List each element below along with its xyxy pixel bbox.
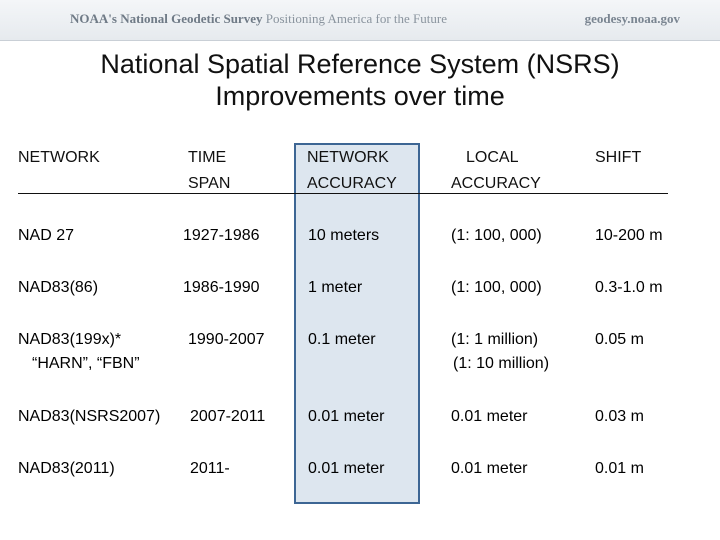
header-network-accuracy-2: ACCURACY [307, 175, 397, 192]
row3-local-accuracy-2: (1: 10 million) [453, 355, 550, 372]
title-line-2: Improvements over time [215, 81, 505, 111]
agency-banner [70, 11, 447, 27]
row4-time-span: 2007-2011 [190, 408, 266, 425]
row2-time-span: 1986-1990 [183, 279, 260, 296]
row3-network-sub: “HARN”, “FBN” [32, 355, 140, 372]
slide-title [0, 48, 720, 112]
row2-shift: 0.3-1.0 m [595, 279, 663, 296]
header-span: SPAN [188, 175, 231, 192]
agency-name: National Geodetic Survey [120, 11, 263, 26]
row1-shift: 10-200 m [595, 227, 663, 244]
title-line-1: National Spatial Reference System (NSRS) [100, 49, 620, 79]
row4-network: NAD83(NSRS2007) [18, 408, 161, 425]
row5-network: NAD83(2011) [18, 460, 115, 477]
row3-time-span: 1990-2007 [188, 331, 265, 348]
row4-local-accuracy: 0.01 meter [451, 408, 528, 425]
row3-network-accuracy: 0.1 meter [308, 331, 376, 348]
header-local-accuracy-1: LOCAL [466, 149, 519, 166]
network-accuracy-highlight [294, 143, 420, 504]
row5-shift: 0.01 m [595, 460, 644, 477]
row1-time-span: 1927-1986 [183, 227, 260, 244]
row3-shift: 0.05 m [595, 331, 644, 348]
row5-local-accuracy: 0.01 meter [451, 460, 528, 477]
header-banner [0, 0, 720, 41]
row2-local-accuracy: (1: 100, 000) [451, 279, 542, 296]
row1-local-accuracy: (1: 100, 000) [451, 227, 542, 244]
agency-prefix: NOAA's [70, 11, 117, 26]
row3-network: NAD83(199x)* [18, 331, 122, 348]
row5-time-span: 2011- [190, 460, 230, 477]
header-network-accuracy-1: NETWORK [307, 149, 389, 166]
row3-local-accuracy: (1: 1 million) [451, 331, 539, 348]
row2-network-accuracy: 1 meter [308, 279, 363, 296]
header-shift: SHIFT [595, 149, 642, 166]
row1-network-accuracy: 10 meters [308, 227, 380, 244]
header-underline [18, 193, 668, 194]
row5-network-accuracy: 0.01 meter [308, 460, 385, 477]
agency-tagline: Positioning America for the Future [265, 11, 447, 26]
header-local-accuracy-2: ACCURACY [451, 175, 541, 192]
row4-network-accuracy: 0.01 meter [308, 408, 385, 425]
header-network: NETWORK [18, 149, 100, 166]
row2-network: NAD83(86) [18, 279, 99, 296]
row4-shift: 0.03 m [595, 408, 644, 425]
site-url: geodesy.noaa.gov [584, 11, 680, 26]
header-time: TIME [188, 149, 227, 166]
row1-network: NAD 27 [18, 227, 75, 244]
